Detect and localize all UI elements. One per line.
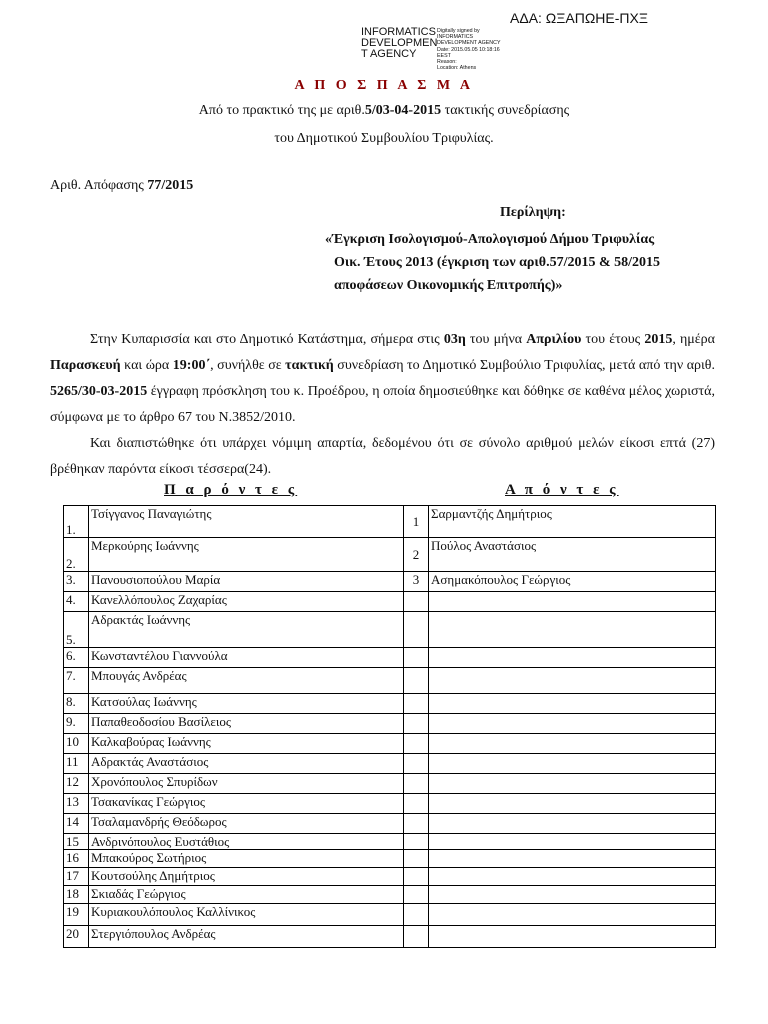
present-number-text: 9. (66, 714, 76, 729)
present-member (89, 904, 404, 926)
present-member-text: Κυριακουλόπουλος Καλλίνικος (91, 904, 256, 919)
absent-number (404, 592, 429, 612)
absent-number-text: 2 (412, 547, 420, 562)
table-row (64, 774, 716, 794)
present-member-text: Αδρακτάς Ιωάννης (91, 612, 191, 627)
absent-number (404, 774, 429, 794)
present-member-text: Ανδρινόπουλος Ευστάθιος (91, 834, 230, 849)
absent-number-text (406, 612, 426, 622)
table-row (64, 868, 716, 886)
present-number (64, 714, 89, 734)
absent-number (404, 834, 429, 850)
signature-name (361, 27, 437, 60)
table-row (64, 592, 716, 612)
ada-code: ΑΔΑ: ΩΞΑΠΩΗΕ-ΠΧΞ (510, 10, 648, 26)
absent-number (404, 506, 429, 538)
table-row (64, 648, 716, 668)
present-number (64, 814, 89, 834)
absent-member-text: Πούλος Αναστάσιος (431, 538, 537, 553)
present-number-text: 14 (66, 814, 79, 829)
table-row (64, 612, 716, 648)
present-number-text: 20 (66, 926, 79, 941)
table-row (64, 794, 716, 814)
signature-detail-line: EEST (437, 52, 451, 59)
signature-detail-line: Reason: (437, 59, 457, 66)
signature-name-line: DEVELOPMEN (361, 37, 438, 49)
present-member (89, 506, 404, 538)
absent-member (429, 572, 716, 592)
absent-number (404, 754, 429, 774)
absent-number (404, 714, 429, 734)
decision-label: Αριθ. Απόφασης (50, 178, 148, 193)
signature-detail-line: Date: 2015.05.05 10:18:16 (437, 46, 500, 53)
present-number-text: 7. (66, 668, 76, 683)
present-member-text: Τσακανίκας Γεώργιος (91, 794, 206, 809)
absent-number (404, 868, 429, 886)
present-member (89, 612, 404, 648)
present-number-text: 1. (66, 522, 76, 537)
present-number (64, 734, 89, 754)
present-member (89, 538, 404, 572)
absent-number (404, 694, 429, 714)
absent-member (429, 506, 716, 538)
present-member (89, 754, 404, 774)
table-row (64, 814, 716, 834)
absent-number (404, 794, 429, 814)
signature-name-line: T AGENCY (361, 48, 417, 60)
present-member-text: Κουτσούλης Δημήτριος (91, 868, 215, 883)
summary-line: αποφάσεων Οικονομικής Επιτροπής)» (334, 278, 563, 293)
present-number-text: 15 (66, 834, 79, 849)
absent-member (429, 734, 716, 754)
present-number (64, 834, 89, 850)
present-member (89, 774, 404, 794)
present-number-text: 2. (66, 556, 76, 571)
absent-member (429, 694, 716, 714)
absent-member (429, 592, 716, 612)
present-member-text: Αδρακτάς Αναστάσιος (91, 754, 209, 769)
absent-number (404, 814, 429, 834)
present-number-text: 6. (66, 648, 76, 663)
present-number (64, 668, 89, 694)
summary-label: Περίληψη: (500, 205, 566, 220)
signature-detail-line: Digitally signed by (437, 28, 480, 34)
signature-detail-line: Location: Athens (437, 65, 477, 72)
present-number-text: 19 (66, 904, 79, 919)
absent-member (429, 774, 716, 794)
absent-number (404, 572, 429, 592)
absent-member (429, 886, 716, 904)
present-member (89, 926, 404, 948)
present-number (64, 648, 89, 668)
present-member-text: Καλκαβούρας Ιωάννης (91, 734, 211, 749)
present-member-text: Κατσούλας Ιωάννης (91, 694, 197, 709)
present-number (64, 886, 89, 904)
table-row (64, 572, 716, 592)
quorum-paragraph: Και διαπιστώθηκε ότι υπάρχει νόμιμη απαρτία, δεδομένου ότι σε σύνολο αριθμού μελών είκοσι επτά (27) βρέθηκαν παρόντα είκοσι τέσσερα(24). (50, 436, 715, 477)
absent-member-text: Σαρμαντζής Δημήτριος (431, 506, 552, 521)
present-number-text: 4. (66, 592, 76, 607)
table-row (64, 538, 716, 572)
present-number-text: 12 (66, 774, 79, 789)
present-number-text: 13 (66, 794, 79, 809)
signature-detail-line: DEVELOPMENT AGENCY (437, 40, 501, 47)
absent-number (404, 612, 429, 648)
present-number-text: 3. (66, 572, 76, 587)
present-number-text: 8. (66, 694, 76, 709)
present-number-text: 11 (66, 754, 79, 769)
present-member (89, 648, 404, 668)
absent-member (429, 834, 716, 850)
absent-member (429, 754, 716, 774)
present-number (64, 926, 89, 948)
present-member-text: Παπαθεοδοσίου Βασίλειος (91, 714, 231, 729)
absent-member (429, 850, 716, 868)
absent-number (404, 926, 429, 948)
signature-detail-line: INFORMATICS (437, 34, 474, 41)
present-member (89, 850, 404, 868)
table-row (64, 714, 716, 734)
decision-value: 77/2015 (147, 178, 194, 193)
present-number (64, 868, 89, 886)
table-row (64, 834, 716, 850)
absent-number-text: 1 (412, 514, 420, 529)
present-member-text: Μερκούρης Ιωάννης (91, 538, 199, 553)
absent-member (429, 668, 716, 694)
table-row (64, 926, 716, 948)
absent-number-text: 3 (412, 572, 420, 587)
present-number-text: 5. (66, 632, 76, 647)
absent-member (429, 794, 716, 814)
present-member-text: Κωνσταντέλου Γιαννούλα (91, 648, 228, 663)
present-number (64, 572, 89, 592)
absent-number (404, 538, 429, 572)
present-member (89, 814, 404, 834)
present-member (89, 572, 404, 592)
present-member-text: Χρονόπουλος Σπυρίδων (91, 774, 218, 789)
present-member-text: Στεργιόπουλος Ανδρέας (91, 926, 216, 941)
minutes-reference-number: 5/03-04-2015 (364, 103, 442, 118)
absent-number (404, 886, 429, 904)
present-member (89, 734, 404, 754)
present-member (89, 794, 404, 814)
present-number (64, 694, 89, 714)
present-number-text: 18 (66, 886, 79, 901)
table-row (64, 506, 716, 538)
table-row (64, 904, 716, 926)
present-number-text: 17 (66, 868, 79, 883)
table-row (64, 754, 716, 774)
table-row (64, 850, 716, 868)
absent-member (429, 612, 716, 648)
present-number (64, 612, 89, 648)
present-member (89, 694, 404, 714)
present-number (64, 794, 89, 814)
present-number (64, 592, 89, 612)
table-row (64, 886, 716, 904)
minutes-reference-type: τακτικής συνεδρίασης (441, 103, 570, 118)
present-member-text: Σκιαδάς Γεώργιος (91, 886, 186, 901)
present-member-text: Τσαλαμανδρής Θεόδωρος (91, 814, 227, 829)
present-member-text: Τσίγγανος Παναγιώτης (91, 506, 212, 521)
present-member-text: Μπουγάς Ανδρέας (91, 668, 187, 683)
absent-member (429, 648, 716, 668)
absent-member (429, 814, 716, 834)
document-title: Α Π Ο Σ Π Α Σ Μ Α (294, 78, 474, 93)
present-member (89, 592, 404, 612)
table-row (64, 734, 716, 754)
absent-member (429, 714, 716, 734)
present-member-text: Κανελλόπουλος Ζαχαρίας (91, 592, 227, 607)
meeting-paragraph: Στην Κυπαρισσία και στο Δημοτικό Κατάστημα, σήμερα στις 03η του μήνα Απριλίου του έτους 2015, ημέρα Παρασκευή και ώρα 19:00΄, συνήλθε σε τακτική συνεδρίαση το Δημοτικό Συμβούλιο Τριφυλίας, μετά από την αριθ. 5265/30-03-2015 έγγραφη πρόσκληση του κ. Προέδρου, η οποία δημοσιεύθηκε και δόθηκε σε καθένα μέλος χωριστά, σύμφωνα με το άρθρο 67 του Ν.3852/2010. (50, 332, 715, 425)
table-row (64, 694, 716, 714)
present-number (64, 850, 89, 868)
absent-member (429, 904, 716, 926)
absent-member (429, 538, 716, 572)
absent-member-text: Ασημακόπουλος Γεώργιος (431, 572, 571, 587)
minutes-reference (0, 103, 768, 119)
absent-member (429, 868, 716, 886)
absent-number (404, 668, 429, 694)
absent-number (404, 904, 429, 926)
present-header: Π α ρ ό ν τ ε ς (164, 482, 298, 498)
minutes-reference-text: Από το πρακτικό της με αριθ. (198, 103, 365, 118)
absent-number (404, 734, 429, 754)
present-member-text: Πανουσιοπούλου Μαρία (91, 572, 221, 587)
decision-number (50, 178, 193, 194)
present-member-text: Μπακούρος Σωτήριος (91, 850, 207, 865)
present-member (89, 886, 404, 904)
body-text (50, 327, 715, 483)
present-number (64, 538, 89, 572)
table-row (64, 668, 716, 694)
summary-line: Οικ. Έτους 2013 (έγκριση των αριθ.57/2015 & 58/2015 (334, 255, 661, 270)
present-member (89, 834, 404, 850)
present-number-text: 10 (66, 734, 79, 749)
present-member (89, 668, 404, 694)
present-number (64, 904, 89, 926)
absent-member (429, 926, 716, 948)
council-name: του Δημοτικού Συμβουλίου Τριφυλίας. (274, 131, 494, 146)
present-number (64, 754, 89, 774)
present-member (89, 868, 404, 886)
present-member (89, 714, 404, 734)
absent-header: Α π ό ν τ ε ς (505, 482, 619, 498)
present-number-text: 16 (66, 850, 79, 865)
attendance-table (63, 505, 716, 948)
signature-details (437, 28, 500, 71)
signature-name-line: INFORMATICS (361, 26, 436, 38)
summary-line: «Έγκριση Ισολογισμού-Απολογισμού Δήμου Τριφυλίας (325, 232, 655, 247)
present-number (64, 506, 89, 538)
absent-number (404, 648, 429, 668)
absent-number (404, 850, 429, 868)
present-number (64, 774, 89, 794)
